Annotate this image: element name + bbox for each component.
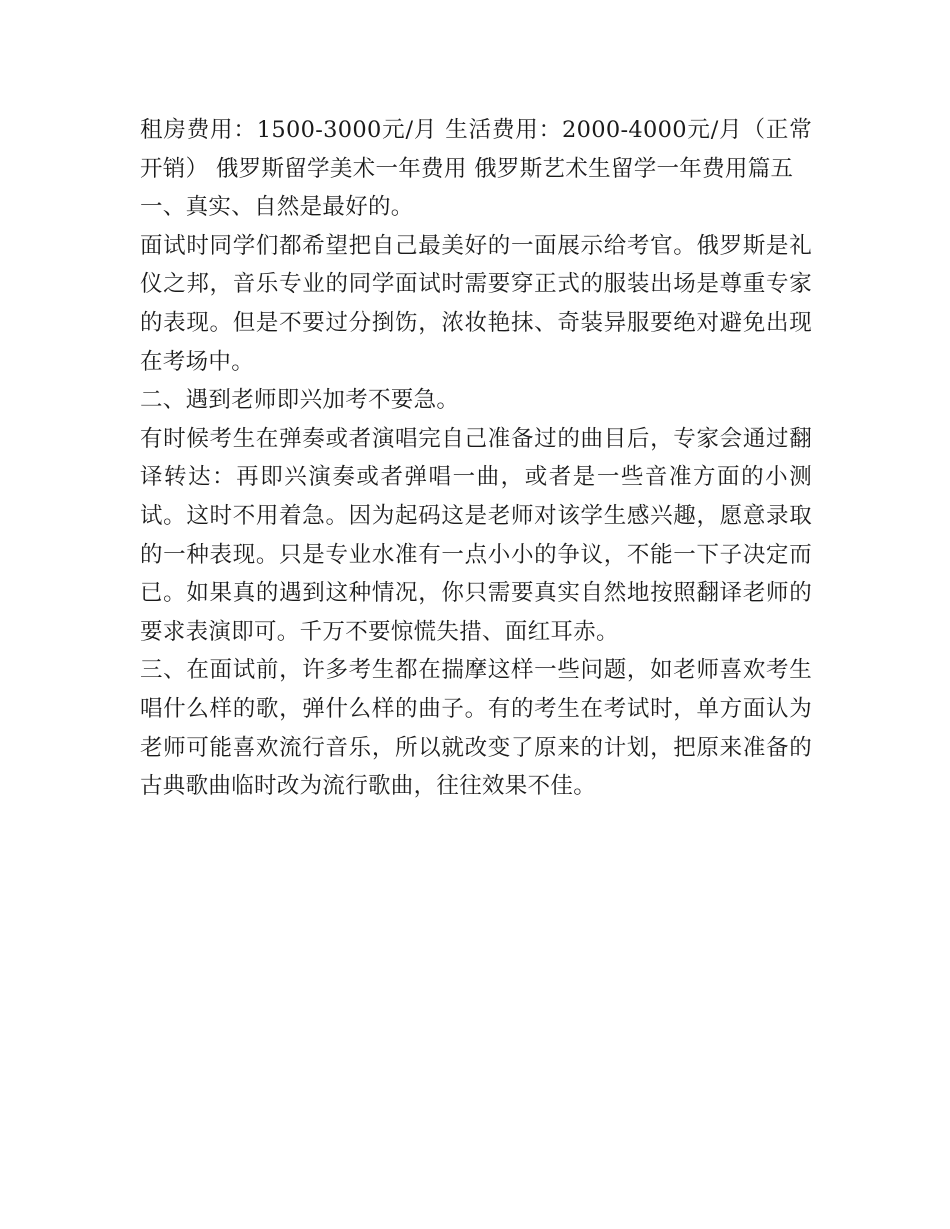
document-page bbox=[140, 111, 812, 806]
heading-point-two: 二、遇到老师即兴加考不要急。 bbox=[140, 387, 460, 414]
heading-point-one: 一、真实、自然是最好的。 bbox=[140, 194, 414, 221]
paragraph-point-one: 面试时同学们都希望把自己最美好的一面展示给考官。俄罗斯是礼仪之邦，音乐专业的同学面试时需要穿正式的服装出场是尊重专家的表现。但是不要过分捯饬，浓妆艳抹、奇装异服要绝对避免出现在考场中。 bbox=[140, 232, 812, 375]
paragraph-cost-summary: 租房费用：1500-3000元/月 生活费用：2000-4000元/月（正常开销） 俄罗斯留学美术一年费用 俄罗斯艺术生留学一年费用篇五 bbox=[140, 117, 812, 182]
paragraph-point-three: 三、在面试前，许多考生都在揣摩这样一些问题，如老师喜欢考生唱什么样的歌，弹什么样的曲子。有的考生在考试时，单方面认为老师可能喜欢流行音乐，所以就改变了原来的计划，把原来准备的古典歌曲临时改为流行歌曲，往往效果不佳。 bbox=[140, 657, 812, 800]
paragraph-point-two: 有时候考生在弹奏或者演唱完自己准备过的曲目后，专家会通过翻译转达：再即兴演奏或者弹唱一曲，或者是一些音准方面的小测试。这时不用着急。因为起码这是老师对该学生感兴趣，愿意录取的一种表现。只是专业水准有一点小小的争议，不能一下子决定而已。如果真的遇到这种情况，你只需要真实自然地按照翻译老师的要求表演即可。千万不要惊慌失措、面红耳赤。 bbox=[140, 425, 812, 645]
